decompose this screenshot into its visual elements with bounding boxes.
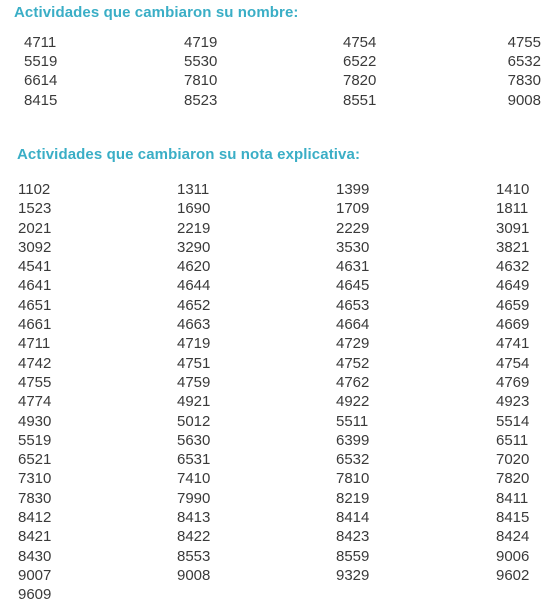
activity-code: 8415 <box>496 509 530 527</box>
code-row <box>0 547 555 566</box>
activity-code: 4541 <box>18 258 52 276</box>
activity-code: 4921 <box>177 393 211 411</box>
activity-code: 4922 <box>336 393 370 411</box>
activity-code: 5530 <box>184 53 218 71</box>
code-row <box>0 508 555 527</box>
activity-code: 4719 <box>184 34 218 51</box>
activity-code: 8551 <box>343 91 377 109</box>
activity-code: 4769 <box>496 373 530 391</box>
activity-code: 6521 <box>18 451 52 469</box>
activity-code: 7830 <box>18 489 52 507</box>
activity-code: 4645 <box>336 277 370 295</box>
activity-code: 8423 <box>336 528 370 546</box>
activity-code: 5012 <box>177 412 211 430</box>
code-row <box>0 431 555 450</box>
activity-code: 1690 <box>177 200 211 218</box>
code-row <box>0 566 555 585</box>
code-row <box>0 469 555 488</box>
activity-code: 6532 <box>507 53 541 71</box>
activity-code: 5511 <box>336 412 369 430</box>
code-row <box>0 334 555 353</box>
activity-code: 5519 <box>24 53 58 71</box>
activity-code: 4664 <box>336 316 370 334</box>
code-row <box>0 296 555 315</box>
activity-code: 4644 <box>177 277 211 295</box>
activity-code: 8559 <box>336 547 370 565</box>
activity-code: 8414 <box>336 509 370 527</box>
name-changes-code-grid <box>0 33 555 110</box>
activity-code: 4663 <box>177 316 211 334</box>
code-row <box>0 257 555 276</box>
activity-code: 1399 <box>336 181 370 198</box>
activity-code: 4755 <box>507 34 541 51</box>
activity-code: 6522 <box>343 53 377 71</box>
activity-code: 4631 <box>336 258 370 276</box>
code-row <box>0 199 555 218</box>
activity-code: 7310 <box>18 470 52 488</box>
code-row <box>0 180 555 199</box>
code-row <box>0 527 555 546</box>
section-title-name-changes: Actividades que cambiaron su nombre: <box>14 4 299 21</box>
section-title-note-changes: Actividades que cambiaron su nota explicativa: <box>17 146 361 163</box>
activity-code: 5630 <box>177 431 211 449</box>
activity-code: 9006 <box>496 547 530 565</box>
activity-code: 4741 <box>496 335 530 353</box>
activity-code: 8415 <box>24 91 58 109</box>
code-row <box>0 52 555 71</box>
activity-code: 7820 <box>496 470 530 488</box>
activity-code: 6531 <box>177 451 211 469</box>
activity-code: 4661 <box>18 316 52 334</box>
code-row <box>0 373 555 392</box>
activity-code: 4669 <box>496 316 530 334</box>
activity-code: 9008 <box>177 566 211 584</box>
activity-code: 1811 <box>496 200 529 218</box>
activity-code: 4923 <box>496 393 530 411</box>
activity-code: 4762 <box>336 373 370 391</box>
activity-code: 1709 <box>336 200 370 218</box>
code-row <box>0 489 555 508</box>
activity-code: 4729 <box>336 335 370 353</box>
activity-code: 5514 <box>496 412 530 430</box>
activity-code: 4653 <box>336 296 370 314</box>
activity-code: 3092 <box>18 238 52 256</box>
activity-code: 1311 <box>177 181 210 198</box>
activity-code: 2021 <box>18 219 52 237</box>
activity-code: 1102 <box>18 181 51 198</box>
activity-code: 9008 <box>507 91 541 109</box>
activity-code: 4754 <box>496 354 530 372</box>
activity-code: 8430 <box>18 547 52 565</box>
activity-code: 7810 <box>184 72 218 90</box>
activity-code: 9007 <box>18 566 52 584</box>
activity-code: 4711 <box>24 34 57 51</box>
activity-code: 8412 <box>18 509 52 527</box>
activity-code: 4719 <box>177 335 211 353</box>
activity-code: 3290 <box>177 238 211 256</box>
activity-code: 8424 <box>496 528 530 546</box>
code-row <box>0 585 555 604</box>
activity-code: 2219 <box>177 219 211 237</box>
activity-code: 8411 <box>496 489 529 507</box>
note-changes-code-grid <box>0 180 555 605</box>
activity-code: 4711 <box>18 335 51 353</box>
activity-code: 6511 <box>496 431 529 449</box>
activity-code: 1523 <box>18 200 52 218</box>
code-row <box>0 91 555 110</box>
activity-code: 8413 <box>177 509 211 527</box>
activity-code: 6399 <box>336 431 370 449</box>
activity-code: 1410 <box>496 181 530 198</box>
code-row <box>0 354 555 373</box>
activity-code: 4930 <box>18 412 52 430</box>
code-row <box>0 33 555 52</box>
code-row <box>0 315 555 334</box>
activity-code: 7810 <box>336 470 370 488</box>
activity-code: 8421 <box>18 528 52 546</box>
activity-code: 8523 <box>184 91 218 109</box>
code-row <box>0 412 555 431</box>
activity-code: 4751 <box>177 354 211 372</box>
activity-code: 7990 <box>177 489 211 507</box>
activity-code: 4651 <box>18 296 52 314</box>
code-row <box>0 450 555 469</box>
activity-code: 8219 <box>336 489 370 507</box>
activity-code: 4754 <box>343 34 377 51</box>
activity-code: 4759 <box>177 373 211 391</box>
activity-code: 4659 <box>496 296 530 314</box>
activity-code: 4641 <box>18 277 52 295</box>
activity-code: 7830 <box>507 72 541 90</box>
activity-code: 3091 <box>496 219 530 237</box>
activity-code: 2229 <box>336 219 370 237</box>
activity-code: 8553 <box>177 547 211 565</box>
code-row <box>0 392 555 411</box>
code-row <box>0 71 555 90</box>
activity-code: 7820 <box>343 72 377 90</box>
activity-code: 6532 <box>336 451 370 469</box>
activity-code: 7020 <box>496 451 530 469</box>
activity-code: 4632 <box>496 258 530 276</box>
activity-code: 4752 <box>336 354 370 372</box>
activity-code: 3821 <box>496 238 530 256</box>
activity-code: 4742 <box>18 354 52 372</box>
code-row <box>0 276 555 295</box>
activity-code: 5519 <box>18 431 52 449</box>
code-row <box>0 238 555 257</box>
activity-code: 9609 <box>18 586 52 604</box>
activity-code: 9602 <box>496 566 530 584</box>
activity-code: 8422 <box>177 528 211 546</box>
activity-code: 4649 <box>496 277 530 295</box>
activity-code: 4652 <box>177 296 211 314</box>
activity-code: 4755 <box>18 373 52 391</box>
activity-code: 4620 <box>177 258 211 276</box>
activity-code: 4774 <box>18 393 52 411</box>
activity-code: 6614 <box>24 72 58 90</box>
code-row <box>0 219 555 238</box>
activity-code: 7410 <box>177 470 211 488</box>
activity-code: 9329 <box>336 566 370 584</box>
activity-code: 3530 <box>336 238 370 256</box>
